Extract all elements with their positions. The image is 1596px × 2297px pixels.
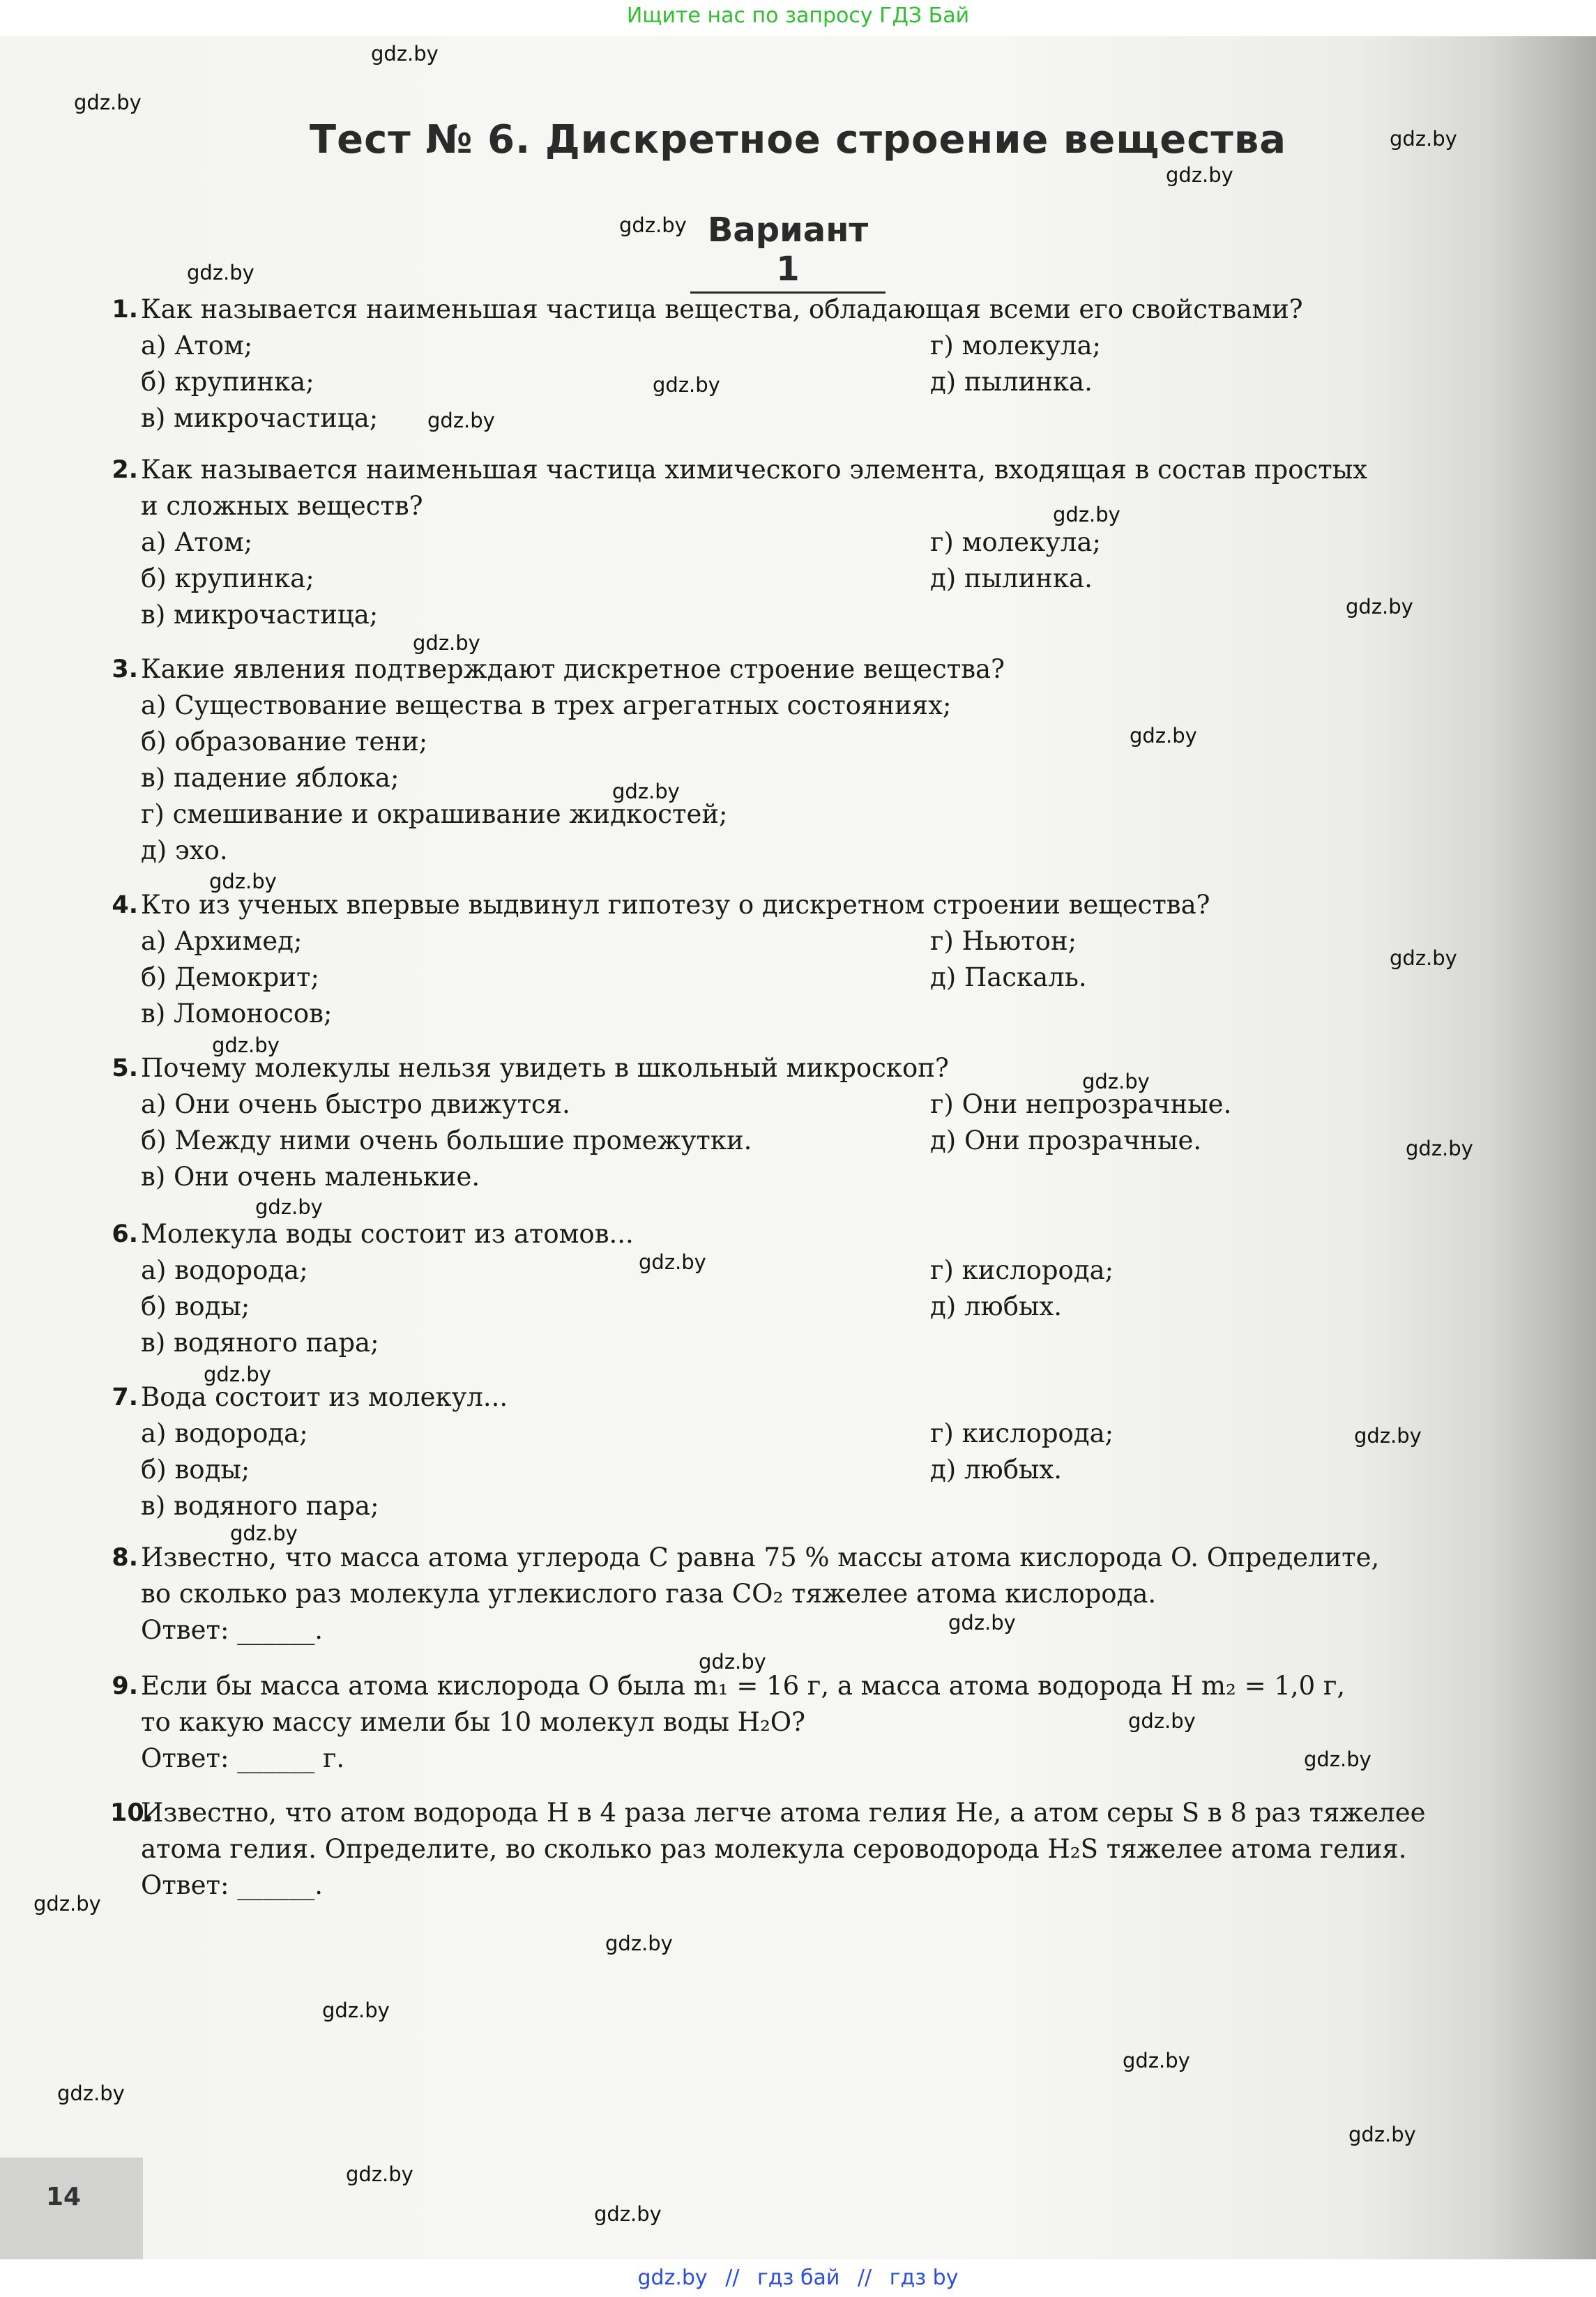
option: в) водяного пара; [141,1491,379,1521]
option: в) Ломоносов; [141,999,333,1029]
option: г) Ньютон; [930,926,1077,956]
separator: // [857,2266,872,2290]
question-text: Вода состоит из молекул... [141,1382,508,1412]
options [110,524,1498,633]
options [110,923,1498,1032]
page-number-box [0,2158,143,2259]
question-6 [110,1216,1498,1361]
options-right-column [930,524,1101,597]
options-right-column [930,1416,1114,1488]
question-3 [110,651,1498,869]
option: а) Атом; [141,331,253,361]
watermark: gdz.by [619,213,687,237]
question-text: то какую массу имели бы 10 молекул воды H₂O? [141,1707,805,1737]
question-text: атома гелия. Определите, во сколько раз молекула сероводорода H₂S тяжелее атома гелия. [141,1834,1407,1864]
watermark: gdz.by [1406,1137,1473,1160]
option: д) Они прозрачные. [930,1125,1202,1155]
question-number: 10. [110,1799,154,1827]
option: а) водорода; [141,1418,308,1448]
watermark: gdz.by [1053,503,1120,526]
bottom-link-gdz-by-2[interactable]: гдз by [889,2266,959,2290]
bottom-link-gdz-bai[interactable]: гдз бай [757,2266,840,2290]
question-number: 9. [112,1672,138,1700]
watermark: gdz.by [1346,595,1413,619]
watermark: gdz.by [33,1892,101,1916]
options-right-column [930,1252,1114,1325]
watermark: gdz.by [1130,724,1197,748]
question-1 [110,291,1498,437]
watermark: gdz.by [1123,2049,1190,2072]
watermark: gdz.by [346,2162,413,2186]
question-number: 1. [112,296,138,324]
watermark: gdz.by [1390,127,1457,151]
option: б) крупинка; [141,367,314,397]
question-text: Какие явления подтверждают дискретное строение вещества? [141,654,1005,684]
option: д) любых. [930,1291,1063,1321]
option: б) крупинка; [141,563,314,593]
watermark: gdz.by [639,1250,706,1274]
watermark: gdz.by [653,373,720,397]
watermark: gdz.by [212,1033,280,1057]
watermark: gdz.by [255,1195,323,1219]
bottom-link-gdz-by[interactable]: gdz.by [637,2266,708,2290]
option: д) эхо. [141,835,228,865]
option: а) Атом; [141,527,253,557]
question-4 [110,887,1498,1032]
question-number: 4. [112,891,138,919]
question-2 [110,452,1498,633]
watermark: gdz.by [594,2202,662,2226]
watermark: gdz.by [187,261,254,285]
answer-blank[interactable]: Ответ: ______. [141,1615,323,1645]
option: г) молекула; [930,331,1101,361]
options-right-column [930,923,1087,996]
watermark: gdz.by [1390,946,1457,970]
question-number: 6. [112,1220,138,1248]
question-number: 3. [112,655,138,683]
question-text: и сложных веществ? [141,491,423,521]
options [110,1252,1498,1361]
top-banner[interactable]: Ищите нас по запросу ГДЗ Бай [626,3,970,28]
question-text: Почему молекулы нельзя увидеть в школьный микроскоп? [141,1053,949,1083]
question-text: Известно, что атом водорода H в 4 раза легче атома гелия He, а атом серы S в 8 раз тяжелее [141,1798,1426,1828]
options [110,328,1498,437]
watermark: gdz.by [57,2082,125,2105]
question-text: Молекула воды состоит из атомов... [141,1219,634,1249]
answer-blank[interactable]: Ответ: ______. [141,1870,323,1900]
watermark: gdz.by [1166,163,1233,187]
option: в) падение яблока; [141,763,400,793]
watermark: gdz.by [74,91,142,114]
option: д) пылинка. [930,367,1093,397]
question-text: Кто из ученых впервые выдвинул гипотезу о дискретном строении вещества? [141,890,1210,920]
watermark: gdz.by [413,631,480,655]
option: а) водорода; [141,1255,308,1285]
watermark: gdz.by [1348,2123,1416,2146]
question-number: 8. [112,1544,138,1572]
answer-blank[interactable]: Ответ: ______ г. [141,1743,345,1773]
watermark: gdz.by [230,1522,298,1545]
watermark: gdz.by [1082,1070,1150,1093]
watermark: gdz.by [612,780,680,803]
watermark: gdz.by [699,1650,766,1674]
option: в) Они очень маленькие. [141,1162,480,1192]
question-10 [110,1795,1498,1904]
option: а) Существование вещества в трех агрегатных состояниях; [141,690,952,720]
watermark: gdz.by [605,1932,673,1955]
option: в) микрочастица; [141,600,379,630]
option: г) кислорода; [930,1255,1114,1285]
options [110,1416,1498,1524]
question-text: Как называется наименьшая частица химического элемента, входящая в состав простых [141,455,1368,485]
question-number: 5. [112,1054,138,1082]
watermark: gdz.by [1354,1424,1422,1448]
watermark: gdz.by [204,1363,271,1386]
option: б) воды; [141,1455,250,1485]
question-number: 2. [112,456,138,484]
option: д) любых. [930,1455,1063,1485]
options [110,1086,1498,1195]
option: а) Архимед; [141,926,303,956]
option: г) Они непрозрачные. [930,1089,1232,1119]
page-number: 14 [46,2183,82,2211]
option: б) Демокрит; [141,962,319,992]
option: в) водяного пара; [141,1328,379,1358]
watermark: gdz.by [948,1611,1016,1635]
separator: // [725,2266,740,2290]
option: б) Между ними очень большие промежутки. [141,1125,752,1155]
question-text: Если бы масса атома кислорода O была m₁ = 16 г, а масса атома водорода H m₂ = 1,0 г, [141,1671,1346,1701]
option: б) образование тени; [141,727,428,757]
option: а) Они очень быстро движутся. [141,1089,570,1119]
watermark: gdz.by [209,870,277,893]
question-9 [110,1668,1498,1777]
watermark: gdz.by [1304,1748,1371,1771]
watermark: gdz.by [371,42,439,66]
option: г) молекула; [930,527,1101,557]
bottom-banner [0,2259,1596,2297]
option: г) кислорода; [930,1418,1114,1448]
option: г) смешивание и окрашивание жидкостей; [141,799,728,829]
options-right-column [930,1086,1231,1159]
option: д) Паскаль. [930,962,1087,992]
page-title: Тест № 6. Дискретное строение вещества [309,117,1287,162]
variant-heading: Вариант 1 [690,211,886,294]
question-text: Как называется наименьшая частица вещества, обладающая всеми его свойствами? [141,294,1303,324]
question-8 [110,1540,1498,1648]
options [110,688,1498,869]
option: б) воды; [141,1291,250,1321]
options-right-column [930,328,1101,400]
watermark: gdz.by [427,409,495,432]
question-7 [110,1379,1498,1524]
question-5 [110,1050,1498,1195]
question-text: во сколько раз молекула углекислого газа CO₂ тяжелее атома кислорода. [141,1579,1157,1609]
question-number: 7. [112,1383,138,1411]
question-text: Известно, что масса атома углерода C равна 75 % массы атома кислорода O. Определите, [141,1542,1380,1572]
option: д) пылинка. [930,563,1093,593]
watermark: gdz.by [322,1999,390,2022]
option: в) микрочастица; [141,403,379,433]
watermark: gdz.by [1128,1709,1196,1733]
